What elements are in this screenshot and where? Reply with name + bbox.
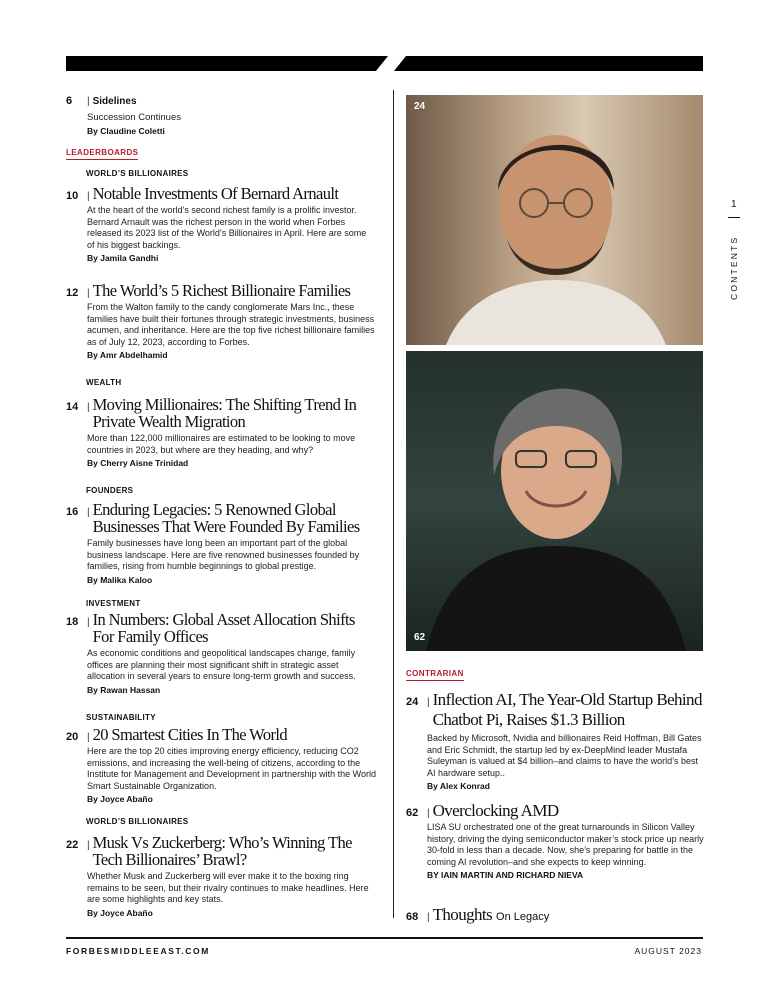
entry-10[interactable] xyxy=(66,185,376,263)
page-number: 20 xyxy=(66,731,79,743)
separator: | xyxy=(87,617,90,628)
separator: | xyxy=(427,912,430,923)
separator: | xyxy=(87,732,90,743)
leaderboards-label: LEADERBOARDS xyxy=(66,148,138,160)
entry-title: 20 Smartest Cities In The World xyxy=(92,725,288,744)
entry-14[interactable] xyxy=(66,396,376,468)
footer-site[interactable]: FORBESMIDDLEEAST.COM xyxy=(66,946,210,956)
section-label: WORLD’S BILLIONAIRES xyxy=(86,817,189,826)
entry-title: In Numbers: Global Asset Allocation Shifts For Family Offices xyxy=(92,610,355,646)
portrait-man-icon xyxy=(406,95,703,345)
separator: | xyxy=(427,697,430,708)
page-number: 12 xyxy=(66,287,79,299)
entry-subtitle: On Legacy xyxy=(496,911,550,923)
footer-rule xyxy=(66,937,703,939)
entry-title: Overclocking AMD xyxy=(432,801,559,820)
byline: By Jamila Gandhi xyxy=(87,253,159,264)
byline: By Joyce Abaño xyxy=(87,907,153,918)
byline: BY IAIN MARTIN AND RICHARD NIEVA xyxy=(427,870,584,881)
photo-page-number: 24 xyxy=(414,101,426,112)
section-label: WORLD’S BILLIONAIRES xyxy=(86,169,189,178)
section-label: INVESTMENT xyxy=(86,599,141,608)
entry-title: Thoughts xyxy=(432,905,493,924)
entry-body: From the Walton family to the candy conglomerate Mars Inc., these families have built their fortunes through strategic investments, business acumen, and inheritance. Here are the top five richest billionaire families as of July 12, 2023, according to Forbes. xyxy=(87,302,375,347)
entry-18[interactable] xyxy=(66,611,376,695)
entry-title: Inflection AI, The Year-Old Startup Behind Chatbot Pi, Raises $1.3 Billion xyxy=(432,690,702,729)
byline: By Joyce Abaño xyxy=(87,794,153,805)
entry-body: More than 122,000 millionaires are estimated to be looking to move countries in 2023, but where are they heading, and why? xyxy=(87,433,356,455)
page-number: 16 xyxy=(66,506,79,518)
entry-sidelines[interactable] xyxy=(66,95,376,136)
entry-body: Whether Musk and Zuckerberg will ever make it to the boxing ring remains to be seen, but their rivalry continues to make headlines. Here are some highlights and key stats. xyxy=(87,871,369,905)
side-page-number: 1 xyxy=(731,199,737,210)
entry-body: Family businesses have long been an important part of the global business landscape. Here are five renowned businesses founded by families, rising from humble beginnings to global prestige. xyxy=(87,538,360,572)
column-divider xyxy=(393,90,394,918)
photo-mustafa-suleyman xyxy=(406,95,703,345)
page-number: 24 xyxy=(406,696,419,708)
entry-title: Sidelines xyxy=(92,96,137,107)
page-number: 18 xyxy=(66,616,79,628)
contrarian-label: CONTRARIAN xyxy=(406,669,464,681)
entry-subtitle: Succession Continues xyxy=(87,112,181,123)
entry-24[interactable] xyxy=(406,690,704,791)
separator: | xyxy=(87,402,90,413)
entry-title: The World’s 5 Richest Billionaire Families xyxy=(92,281,351,300)
portrait-woman-icon xyxy=(406,351,703,651)
separator: | xyxy=(427,808,430,819)
photo-lisa-su xyxy=(406,351,703,651)
contents-label: CONTENTS xyxy=(729,235,739,300)
entry-body: As economic conditions and geopolitical landscapes change, family offices are planning their most significant shift in strategic asset allocation in several years to ensure long-term growth and success. xyxy=(87,648,356,682)
page-number: 62 xyxy=(406,807,419,819)
separator: | xyxy=(87,96,90,107)
footer-date: AUGUST 2023 xyxy=(634,946,702,956)
entry-12[interactable] xyxy=(66,282,376,360)
byline: By Rawan Hassan xyxy=(87,684,161,695)
entry-title: Musk Vs Zuckerberg: Who’s Winning The Tech Billionaires’ Brawl? xyxy=(92,833,352,869)
entry-title: Moving Millionaires: The Shifting Trend In Private Wealth Migration xyxy=(92,395,357,431)
page-number: 14 xyxy=(66,401,79,413)
entry-62[interactable] xyxy=(406,802,704,880)
entry-body: Backed by Microsoft, Nvidia and billionaires Reid Hoffman, Bill Gates and Eric Schmidt, the startup led by ex-DeepMind leader Mustafa Suleyman is valued at $4 billion–and claims to have the world’s best AI hardware setup.. xyxy=(427,733,702,778)
byline: By Malika Kaloo xyxy=(87,574,153,585)
entry-16[interactable] xyxy=(66,501,376,585)
page-number: 6 xyxy=(66,95,73,107)
page-number: 10 xyxy=(66,190,79,202)
photo-page-number: 62 xyxy=(414,632,426,643)
separator: | xyxy=(87,840,90,851)
entry-body: At the heart of the world’s second richest family is a prolific investor. Bernard Arnault was the richest person in the world when Forbes released its 2023 list of the World’s Billionaires in April. Here are some of his biggest backings. xyxy=(87,205,367,250)
section-label: FOUNDERS xyxy=(86,486,134,495)
page-number: 68 xyxy=(406,911,419,923)
entry-body: LISA SU orchestrated one of the great turnarounds in Silicon Valley history, driving the dying semiconductor maker’s stock price up nearly 30-fold in less than a decade. Now, she’s preparing for battle in the coming AI revolution–and she expects to keep winning. xyxy=(427,822,704,867)
entry-body: Here are the top 20 cities improving energy efficiency, reducing CO2 emissions, and increasing the well-being of citizens, according to the Institute for Management and Development in partnership with the World Smart Sustainable Organization. xyxy=(87,746,376,791)
entry-20[interactable] xyxy=(66,726,376,804)
top-bar-right xyxy=(394,56,703,71)
entry-title: Enduring Legacies: 5 Renowned Global Businesses That Were Founded By Families xyxy=(92,500,360,536)
section-label: WEALTH xyxy=(86,378,122,387)
section-label: SUSTAINABILITY xyxy=(86,713,156,722)
byline: By Amr Abdelhamid xyxy=(87,350,168,361)
side-divider xyxy=(728,217,740,218)
entry-title: Notable Investments Of Bernard Arnault xyxy=(92,184,339,203)
entry-22[interactable] xyxy=(66,834,376,918)
separator: | xyxy=(87,507,90,518)
page-number: 22 xyxy=(66,839,79,851)
byline: By Alex Konrad xyxy=(427,781,490,792)
separator: | xyxy=(87,288,90,299)
entry-68[interactable] xyxy=(406,906,704,923)
top-bar-left xyxy=(66,56,388,71)
byline: By Cherry Aisne Trinidad xyxy=(87,458,189,469)
separator: | xyxy=(87,191,90,202)
byline: By Claudine Coletti xyxy=(87,125,165,136)
